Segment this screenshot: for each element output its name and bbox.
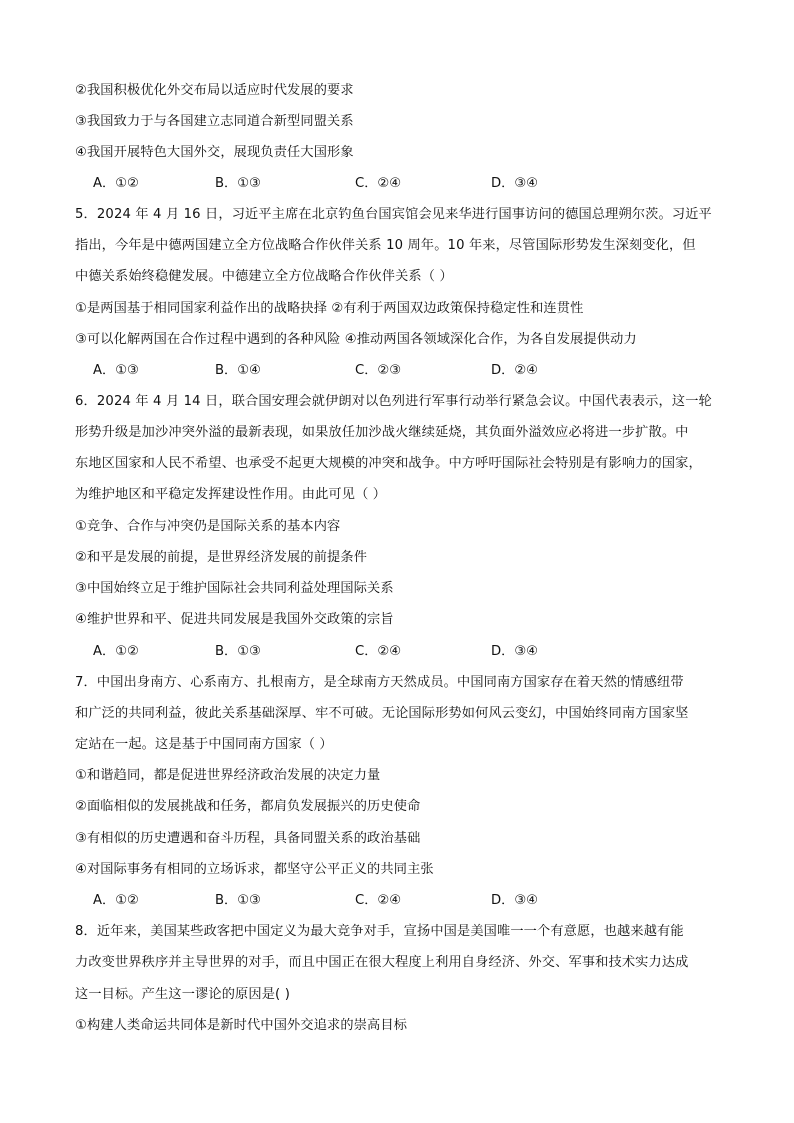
- q4-choice-3: ③我国致力于与各国建立志同道合新型同盟关系: [75, 114, 354, 129]
- q7-choice-3: ③有相似的历史遭遇和奋斗历程，具备同盟关系的政治基础: [75, 831, 421, 846]
- q6-option-b[interactable]: B．①③: [215, 644, 261, 659]
- q8-stem-line-3: 这一目标。产生这一谬论的原因是( ): [75, 987, 290, 1002]
- q6-stem-line-3: 东地区国家和人民不希望、也承受不起更大规模的冲突和战争。中方呼吁国际社会特别是有影响力的国家，: [75, 456, 702, 471]
- q5-stem-line-1: 5．2024 年 4 月 16 日，习近平主席在北京钓鱼台国宾馆会见来华进行国事访问的德国总理朔尔茨。习近平: [75, 207, 712, 222]
- q5-answer-options: [93, 361, 613, 381]
- q7-answer-options: [93, 891, 613, 911]
- q7-stem-line-2: 和广泛的共同利益，彼此关系基础深厚、牢不可破。无论国际形势如何风云变幻，中国始终同南方国家坚: [75, 706, 689, 721]
- q8-choice-1: ①构建人类命运共同体是新时代中国外交追求的崇高目标: [75, 1018, 408, 1033]
- q6-option-c[interactable]: C．②④: [355, 644, 402, 659]
- q6-answer-options: [93, 642, 613, 662]
- q6-stem-line-2: 形势升级是加沙冲突外溢的最新表现，如果放任加沙战火继续延烧，其负面外溢效应必将进一步扩散。中: [75, 425, 689, 440]
- q5-stem-line-3: 中德关系始终稳健发展。中德建立全方位战略合作伙伴关系（ ）: [75, 269, 453, 284]
- q4-option-b[interactable]: B．①③: [215, 176, 261, 191]
- q7-stem-line-1: 7．中国出身南方、心系南方、扎根南方，是全球南方天然成员。中国同南方国家存在着天然的情感纽带: [75, 675, 684, 690]
- q4-option-d[interactable]: D．③④: [491, 176, 538, 191]
- q7-option-b[interactable]: B．①③: [215, 893, 261, 908]
- q5-option-d[interactable]: D．②④: [491, 363, 538, 378]
- q4-answer-options: [93, 174, 613, 194]
- q6-option-a[interactable]: A．①②: [93, 644, 139, 659]
- q7-choice-2: ②面临相似的发展挑战和任务，都肩负发展振兴的历史使命: [75, 799, 421, 814]
- q6-choice-3: ③中国始终立足于维护国际社会共同利益处理国际关系: [75, 581, 394, 596]
- q8-stem-line-2: 力改变世界秩序并主导世界的对手，而且中国正在很大程度上利用自身经济、外交、军事和技术实力达成: [75, 955, 689, 970]
- q6-choice-4: ④维护世界和平、促进共同发展是我国外交政策的宗旨: [75, 612, 394, 627]
- q5-stem-line-2: 指出，今年是中德两国建立全方位战略合作伙伴关系 10 周年。10 年来，尽管国际形势发生深刻变化，但: [75, 238, 696, 253]
- q7-stem-line-3: 定站在一起。这是基于中国同南方国家（ ）: [75, 737, 333, 752]
- q6-stem-line-1: 6．2024 年 4 月 14 日，联合国安理会就伊朗对以色列进行军事行动举行紧急会议。中国代表表示，这一轮: [75, 394, 712, 409]
- q5-choices-row-1: ①是两国基于相同国家利益作出的战略抉择 ②有利于两国双边政策保持稳定性和连贯性: [75, 301, 584, 316]
- q6-stem-line-4: 为维护地区和平稳定发挥建设性作用。由此可见（ ）: [75, 487, 387, 502]
- q6-choice-1: ①竞争、合作与冲突仍是国际关系的基本内容: [75, 519, 341, 534]
- q5-option-b[interactable]: B．①④: [215, 363, 261, 378]
- q5-choices-row-2: ③可以化解两国在合作过程中遇到的各种风险 ④推动两国各领域深化合作，为各自发展提供动力: [75, 332, 637, 347]
- q7-option-c[interactable]: C．②④: [355, 893, 402, 908]
- q7-choice-1: ①和谐趋同，都是促进世界经济政治发展的决定力量: [75, 768, 381, 783]
- q4-option-c[interactable]: C．②④: [355, 176, 402, 191]
- q8-stem-line-1: 8．近年来，美国某些政客把中国定义为最大竞争对手，宣扬中国是美国唯一一个有意愿，也越来越有能: [75, 924, 684, 939]
- q6-option-d[interactable]: D．③④: [491, 644, 538, 659]
- q5-option-a[interactable]: A．①③: [93, 363, 139, 378]
- q4-option-a[interactable]: A．①②: [93, 176, 139, 191]
- q4-choice-4: ④我国开展特色大国外交，展现负责任大国形象: [75, 145, 354, 160]
- q5-option-c[interactable]: C．②③: [355, 363, 402, 378]
- q7-choice-4: ④对国际事务有相同的立场诉求，都坚守公平正义的共同主张: [75, 862, 434, 877]
- q6-choice-2: ②和平是发展的前提，是世界经济发展的前提条件: [75, 550, 368, 565]
- q4-choice-2: ②我国积极优化外交布局以适应时代发展的要求: [75, 83, 354, 98]
- q7-option-d[interactable]: D．③④: [491, 893, 538, 908]
- q7-option-a[interactable]: A．①②: [93, 893, 139, 908]
